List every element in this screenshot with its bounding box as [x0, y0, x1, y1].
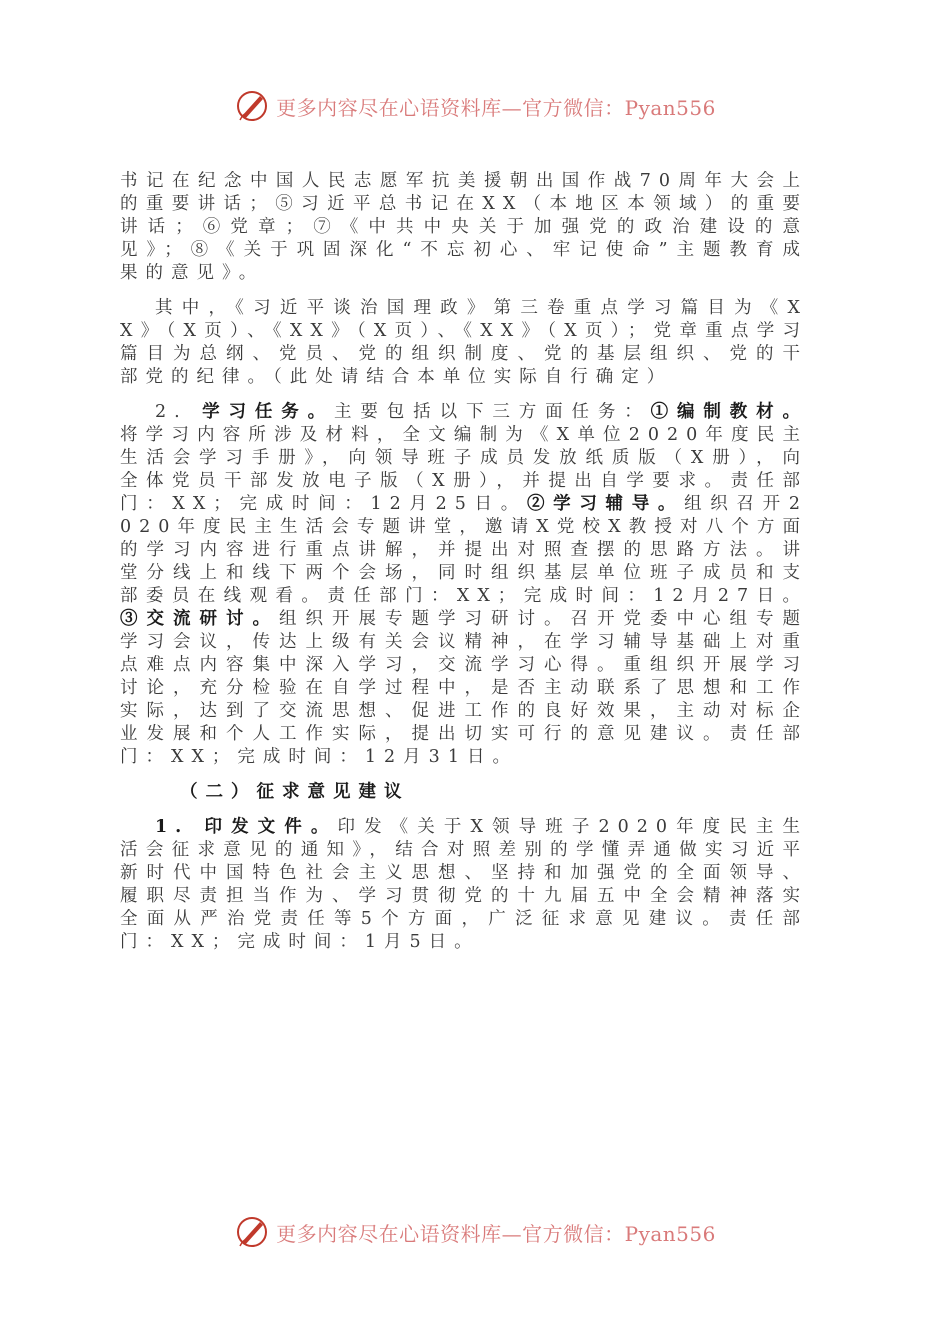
watermark-text: 更多内容尽在心语资料库—官方微信：Pyan556 — [276, 95, 716, 120]
watermark-text: 更多内容尽在心语资料库—官方微信：Pyan556 — [276, 1221, 716, 1246]
subheading: ③交流研讨。 — [120, 609, 279, 629]
paragraph-text: 印发《关于X领导班子2020年度民主生活会征求意见的通知》，结合对照差别的学懂弄通做实习近平新时代中国特色社会主义思想、坚持和加强党的全面领导、履职尽责担当作为、学习贯彻党的十九届五中全会精神落实全面从严治党责任等5个方面，广泛征求意见建议。责任部门：XX；完成时间：1月5日。 — [120, 817, 808, 952]
item-title: 1. 印发文件。 — [155, 817, 338, 837]
paragraph: 书记在纪念中国人民志愿军抗美援朝出国作战70周年大会上的重要讲话；⑤习近平总书记在XX（本地区本领域）的重要讲话；⑥党章；⑦《中共中央关于加强党的政治建设的意见》；⑧《关于巩固深化“不忘初心、牢记使命”主题教育成果的意见》。 — [120, 171, 808, 283]
watermark-header — [0, 86, 950, 126]
paragraph-text: 组织召开2020年度民主生活会专题讲堂，邀请X党校X教授对八个方面的学习内容进行重点讲解，并提出对照查摆的思路方法。讲堂分线上和线下两个会场，同时组织基层单位班子成员和支部委员在线观看。责任部门：XX；完成时间：12月27日。 — [120, 494, 809, 606]
paragraph-issue-documents — [120, 816, 808, 954]
item-number: 2. — [155, 402, 203, 422]
item-title: 学习任务。 — [202, 402, 335, 422]
document-body — [120, 170, 808, 966]
subheading: ②学习辅导。 — [526, 494, 685, 514]
pen-logo-icon — [234, 1214, 270, 1250]
subheading: ①编制教材。 — [650, 402, 809, 422]
section-heading: （二）征求意见建议 — [180, 782, 410, 802]
paragraph-text: 主要包括以下三方面任务： — [334, 402, 651, 422]
paragraph: 其中，《习近平谈治国理政》第三卷重点学习篇目为《XX》（X页）、《XX》（X页）、《XX》（X页）；党章重点学习篇目为总纲、党员、党的组织制度、党的基层组织、党的干部党的纪律。（此处请结合本单位实际自行确定） — [120, 298, 808, 387]
paragraph-learning-tasks — [120, 401, 808, 769]
paragraph-text: 将学习内容所涉及材料，全文编制为《X单位2020年度民主生活会学习手册》，向领导班子成员发放纸质版（X册），向全体党员干部发放电子版（X册），并提出自学要求。责任部门：XX；完成时间：12月25日。 — [120, 425, 808, 514]
watermark-footer — [0, 1212, 950, 1252]
pen-logo-icon — [234, 88, 270, 124]
paragraph-text: 组织开展专题学习研讨。召开党委中心组专题学习会议，传达上级有关会议精神，在学习辅导基础上对重点难点内容集中深入学习，交流学习心得。重组织开展学习讨论，充分检验在自学过程中，是否主动联系了思想和工作实际，达到了交流思想、促进工作的良好效果，主动对标企业发展和个人工作实际，提出切实可行的意见建议。责任部门：XX；完成时间：12月31日。 — [120, 609, 808, 767]
